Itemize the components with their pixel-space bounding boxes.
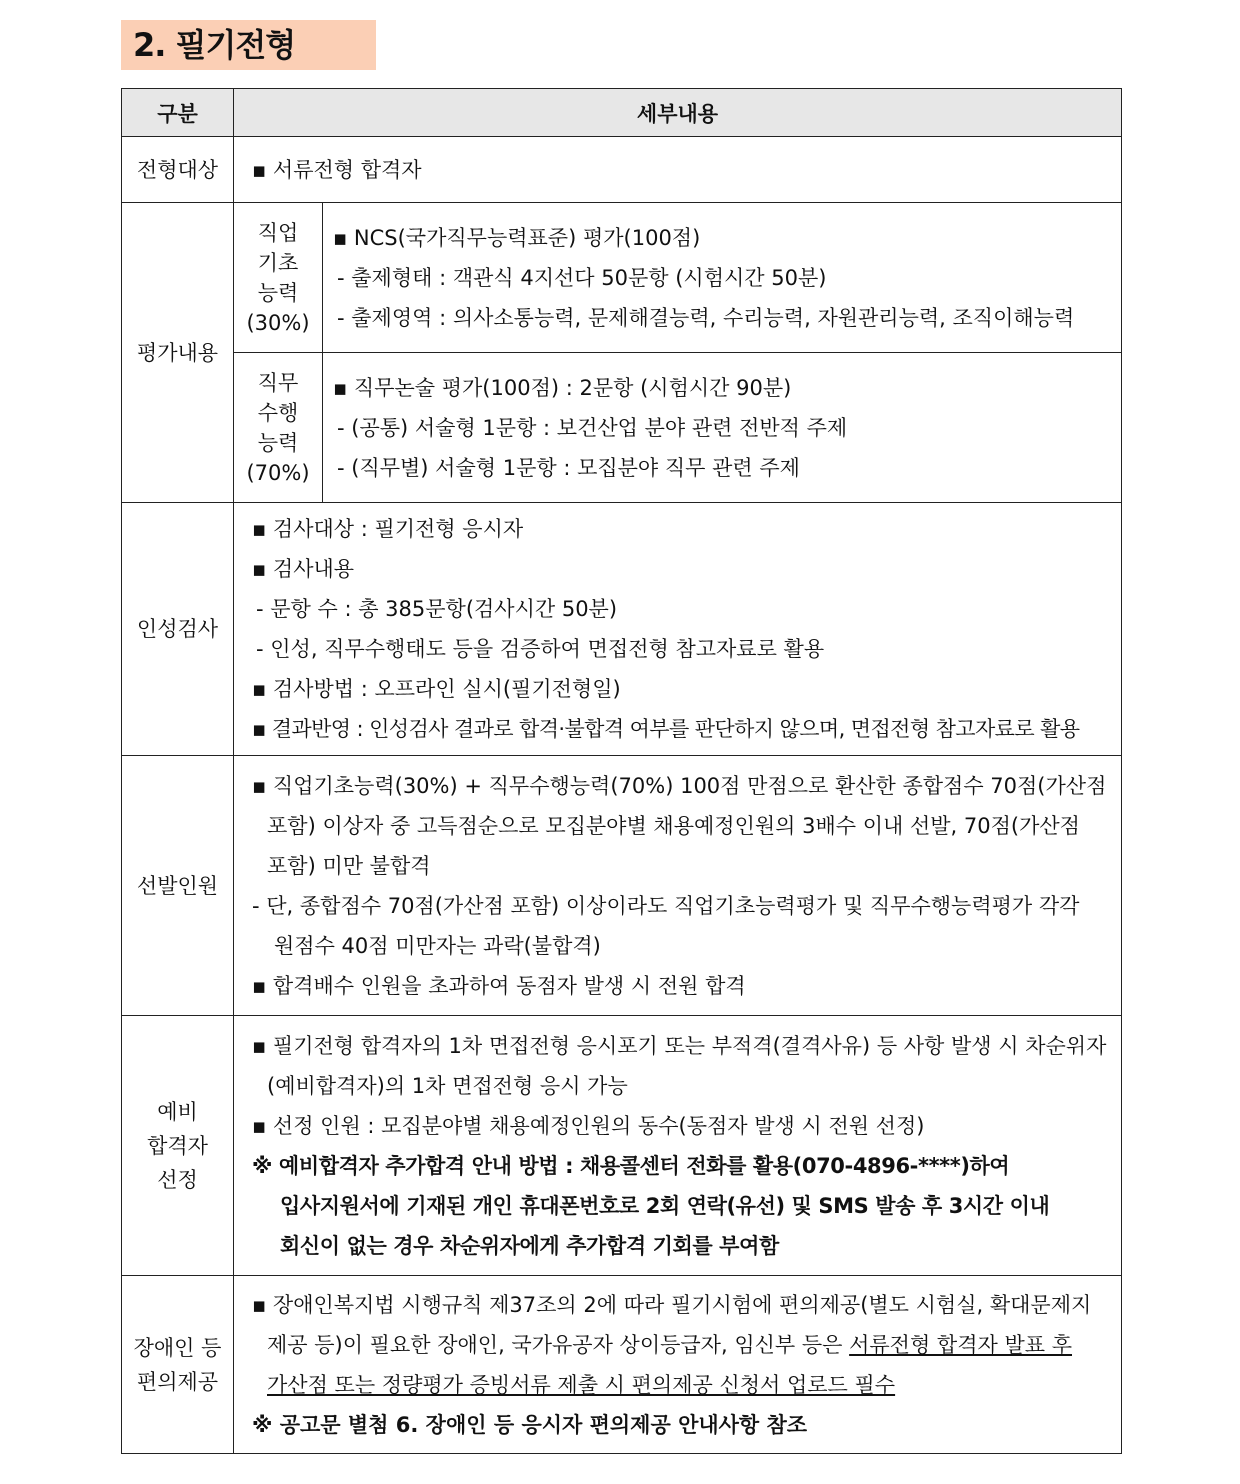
basic-label-line: 능력 [257,280,299,305]
basic-ability-content [323,203,1122,353]
job-line: - (직무별) 서술형 1문항 : 모집분야 직무 관련 주제 [337,455,800,480]
personality-line: - 인성, 직무수행태도 등을 검증하여 면접전형 참고자료로 활용 [256,637,825,661]
row-selection [122,756,1122,1016]
personality-label: 인성검사 [122,503,234,756]
row-personality [122,503,1122,756]
job-label-line: 능력 [257,430,299,455]
disabled-content [234,1276,1122,1454]
job-ability-content [323,353,1122,503]
disabled-note: ※ 공고문 별첨 6. 장애인 등 응시자 편의제공 안내사항 참조 [252,1412,808,1437]
row-evaluation-job [122,353,1122,503]
reserve-line: ▪ 필기전형 합격자의 1차 면접전형 응시포기 또는 부적격(결격사유) 등 사항 발생 시 차순위자(예비합격자)의 1차 면접전형 응시 가능 [252,1033,1107,1098]
basic-line: ▪ NCS(국가직무능력표준) 평가(100점) [333,225,701,250]
disabled-line-text: ▪ 장애인복지법 시행규칙 제37조의 2에 따라 필기시험에 편의제공(별도 시험실, 확대문제지 제공 등)이 필요한 장애인, 국가유공자 상이등급자, 임신부 등은 [252,1292,1092,1357]
reserve-label-line: 예비 [157,1099,198,1124]
target-content [234,137,1122,203]
personality-line: ▪ 결과반영 : 인성검사 결과로 합격·불합격 여부를 판단하지 않으며, 면접전형 참고자료로 활용 [252,717,1080,741]
job-ability-label [234,353,323,503]
target-line: ▪ 서류전형 합격자 [252,157,422,182]
selection-line: - 단, 종합점수 70점(가산점 포함) 이상이라도 직업기초능력평가 및 직무수행능력평가 각각 원점수 40점 미만자는 과락(불합격) [252,893,1080,958]
evaluation-label: 평가내용 [122,203,234,503]
personality-line: ▪ 검사내용 [252,557,355,581]
selection-label: 선발인원 [122,756,234,1016]
selection-line: ▪ 직업기초능력(30%) + 직무수행능력(70%) 100점 만점으로 환산한 종합점수 70점(가산점 포함) 이상자 중 고득점순으로 모집분야별 채용예정인원의 3배수 이내 선발, 70점(가산점 포함) 미만 불합격 [252,773,1107,878]
selection-content [234,756,1122,1016]
job-label-line: 직무 [257,370,299,395]
row-target [122,137,1122,203]
basic-label-line: (30%) [246,310,310,335]
personality-content [234,503,1122,756]
reserve-label [122,1016,234,1276]
reserve-line: ▪ 선정 인원 : 모집분야별 채용예정인원의 동수(동점자 발생 시 전원 선정) [252,1113,925,1138]
basic-label-line: 기초 [257,250,299,275]
job-line: - (공통) 서술형 1문항 : 보건산업 분야 관련 전반적 주제 [337,415,848,440]
job-line: ▪ 직무논술 평가(100점) : 2문항 (시험시간 90분) [333,375,792,400]
selection-line: ▪ 합격배수 인원을 초과하여 동점자 발생 시 전원 합격 [252,973,746,998]
job-label-line: 수행 [257,400,299,425]
basic-ability-label [234,203,323,353]
disabled-label-line: 장애인 등 [133,1335,222,1360]
disabled-label-line: 편의제공 [136,1369,219,1394]
reserve-content [234,1016,1122,1276]
personality-line: ▪ 검사방법 : 오프라인 실시(필기전형일) [252,677,621,701]
reserve-label-line: 합격자 [147,1133,208,1158]
target-label: 전형대상 [122,137,234,203]
row-reserve [122,1016,1122,1276]
row-disabled [122,1276,1122,1454]
header-details: 세부내용 [234,89,1122,137]
header-category: 구분 [122,89,234,137]
basic-line: - 출제영역 : 의사소통능력, 문제해결능력, 수리능력, 자원관리능력, 조직이해능력 [337,305,1075,330]
row-evaluation-basic [122,203,1122,353]
personality-line: - 문항 수 : 총 385문항(검사시간 50분) [256,597,618,621]
job-label-line: (70%) [246,460,310,485]
disabled-line-underlined: 서류전형 합격자 발표 후 가산점 또는 정량평가 증빙서류 제출 시 편의제공 신청서 업로드 필수 [267,1332,1072,1397]
basic-label-line: 직업 [257,220,299,245]
basic-line: - 출제형태 : 객관식 4지선다 50문항 (시험시간 50분) [337,265,827,290]
written-exam-table [121,88,1122,1454]
header-row [122,89,1122,137]
disabled-label [122,1276,234,1454]
disabled-line [252,1285,1111,1405]
reserve-label-line: 선정 [157,1167,198,1192]
personality-line: ▪ 검사대상 : 필기전형 응시자 [252,517,524,541]
section-title: 2. 필기전형 [121,20,376,70]
reserve-note: ※ 예비합격자 추가합격 안내 방법 : 채용콜센터 전화를 활용(070-4896-****)하여 입사지원서에 기재된 개인 휴대폰번호로 2회 연락(유선) 및 SMS 발송 후 3시간 이내 회신이 없는 경우 차순위자에게 추가합격 기회를 부여함 [252,1153,1050,1258]
